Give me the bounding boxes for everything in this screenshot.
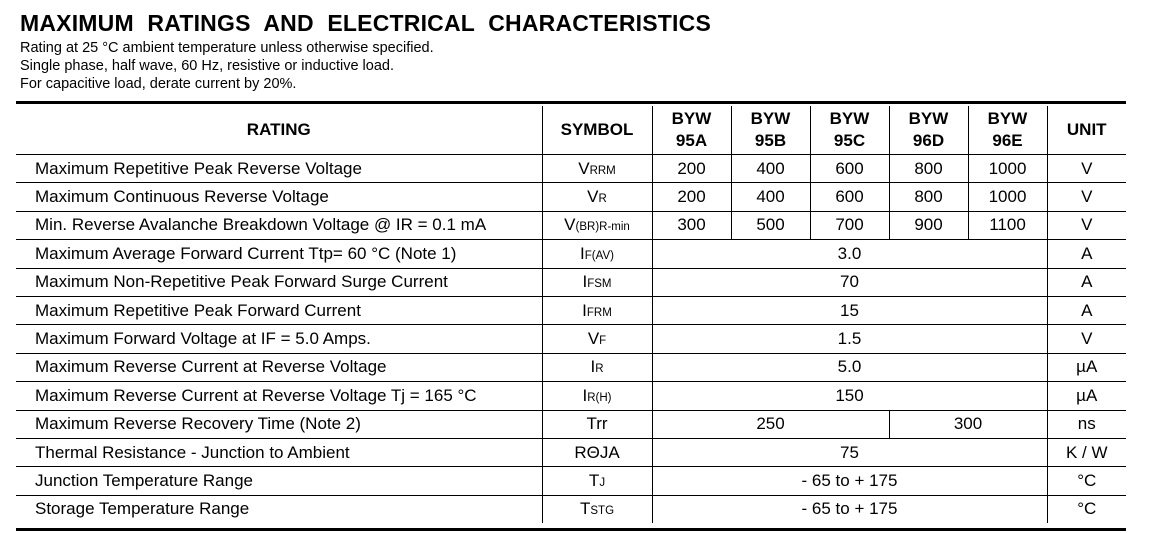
value-cell: 800 <box>889 155 968 183</box>
condition-note-temperature: Rating at 25 °C ambient temperature unless otherwise specified. <box>20 40 434 56</box>
unit-cell: ns <box>1047 410 1126 438</box>
device-header-byw95b: BYW 95B <box>731 106 810 155</box>
value-cell: 600 <box>810 155 889 183</box>
value-cell: 800 <box>889 183 968 211</box>
unit-cell: °C <box>1047 467 1126 495</box>
table-row <box>16 495 1126 523</box>
rating-label: Thermal Resistance - Junction to Ambient <box>16 438 542 466</box>
table-row <box>16 410 1126 438</box>
value-cell: 70 <box>652 268 1047 296</box>
unit-cell: K / W <box>1047 438 1126 466</box>
condition-note-derate: For capacitive load, derate current by 20%. <box>20 76 297 92</box>
value-cell: 200 <box>652 155 731 183</box>
symbol-cell: IR(H) <box>542 382 652 410</box>
table-row <box>16 296 1126 324</box>
rating-label: Storage Temperature Range <box>16 495 542 523</box>
value-cell: 700 <box>810 211 889 239</box>
rating-label: Maximum Non-Repetitive Peak Forward Surge Current <box>16 268 542 296</box>
value-cell: 3.0 <box>652 240 1047 268</box>
rating-header: RATING <box>16 106 542 155</box>
value-cell: 75 <box>652 438 1047 466</box>
table-row <box>16 211 1126 239</box>
symbol-header: SYMBOL <box>542 106 652 155</box>
table-row <box>16 325 1126 353</box>
table-row <box>16 438 1126 466</box>
unit-cell: V <box>1047 155 1126 183</box>
symbol-cell: VR <box>542 183 652 211</box>
symbol-cell: TSTG <box>542 495 652 523</box>
symbol-cell: IR <box>542 353 652 381</box>
rating-label: Maximum Reverse Recovery Time (Note 2) <box>16 410 542 438</box>
table-header-row <box>16 106 1126 155</box>
unit-cell: V <box>1047 211 1126 239</box>
value-cell: 1000 <box>968 183 1047 211</box>
table-row <box>16 353 1126 381</box>
device-header-byw95c: BYW 95C <box>810 106 889 155</box>
rating-label: Maximum Repetitive Peak Reverse Voltage <box>16 155 542 183</box>
value-cell: - 65 to + 175 <box>652 467 1047 495</box>
rating-label: Maximum Reverse Current at Reverse Voltage <box>16 353 542 381</box>
value-cell: 1.5 <box>652 325 1047 353</box>
value-cell: 500 <box>731 211 810 239</box>
value-cell: 1000 <box>968 155 1047 183</box>
unit-cell: µA <box>1047 382 1126 410</box>
value-cell: 900 <box>889 211 968 239</box>
value-cell: - 65 to + 175 <box>652 495 1047 523</box>
symbol-cell: IFSM <box>542 268 652 296</box>
unit-cell: A <box>1047 240 1126 268</box>
ratings-table <box>16 106 1126 523</box>
rating-label: Maximum Forward Voltage at IF = 5.0 Amps. <box>16 325 542 353</box>
symbol-cell: IF(AV) <box>542 240 652 268</box>
symbol-cell: TJ <box>542 467 652 495</box>
condition-note-load: Single phase, half wave, 60 Hz, resistive or inductive load. <box>20 58 394 74</box>
rating-label: Junction Temperature Range <box>16 467 542 495</box>
value-cell: 5.0 <box>652 353 1047 381</box>
unit-cell: V <box>1047 183 1126 211</box>
symbol-cell: RΘJA <box>542 438 652 466</box>
table-row <box>16 467 1126 495</box>
table-row <box>16 382 1126 410</box>
value-cell: 1100 <box>968 211 1047 239</box>
unit-header: UNIT <box>1047 106 1126 155</box>
value-cell: 150 <box>652 382 1047 410</box>
unit-cell: A <box>1047 268 1126 296</box>
value-cell: 200 <box>652 183 731 211</box>
symbol-cell: V(BR)R-min <box>542 211 652 239</box>
unit-cell: µA <box>1047 353 1126 381</box>
symbol-cell: IFRM <box>542 296 652 324</box>
value-cell: 600 <box>810 183 889 211</box>
rating-label: Maximum Average Forward Current Ttp= 60 °C (Note 1) <box>16 240 542 268</box>
rating-label: Maximum Continuous Reverse Voltage <box>16 183 542 211</box>
page-title: MAXIMUM RATINGS AND ELECTRICAL CHARACTERISTICS <box>20 10 711 36</box>
unit-cell: A <box>1047 296 1126 324</box>
value-cell: 300 <box>889 410 1047 438</box>
unit-cell: °C <box>1047 495 1126 523</box>
unit-cell: V <box>1047 325 1126 353</box>
value-cell: 400 <box>731 155 810 183</box>
table-top-rule <box>16 101 1126 104</box>
device-header-byw95a: BYW 95A <box>652 106 731 155</box>
table-row <box>16 183 1126 211</box>
symbol-cell: VF <box>542 325 652 353</box>
device-header-byw96d: BYW 96D <box>889 106 968 155</box>
value-cell: 15 <box>652 296 1047 324</box>
rating-label: Maximum Repetitive Peak Forward Current <box>16 296 542 324</box>
value-cell: 300 <box>652 211 731 239</box>
table-row <box>16 268 1126 296</box>
device-header-byw96e: BYW 96E <box>968 106 1047 155</box>
value-cell: 400 <box>731 183 810 211</box>
rating-label: Maximum Reverse Current at Reverse Voltage Tj = 165 °C <box>16 382 542 410</box>
table-row <box>16 240 1126 268</box>
symbol-cell: VRRM <box>542 155 652 183</box>
table-row <box>16 155 1126 183</box>
table-bottom-rule <box>16 528 1126 531</box>
value-cell: 250 <box>652 410 889 438</box>
rating-label: Min. Reverse Avalanche Breakdown Voltage @ IR = 0.1 mA <box>16 211 542 239</box>
symbol-cell: Trr <box>542 410 652 438</box>
